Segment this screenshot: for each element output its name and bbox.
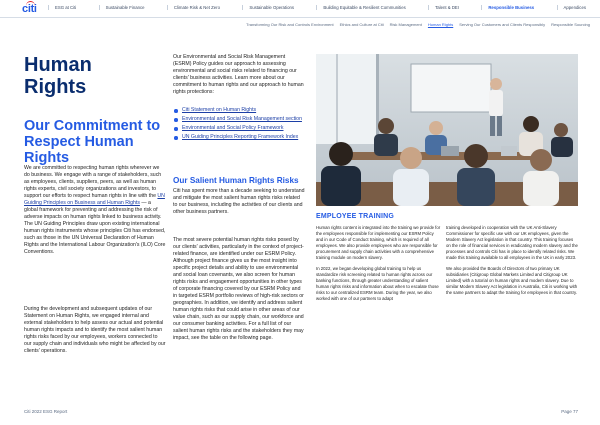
nav-item-appendices[interactable]: Appendices <box>557 5 588 10</box>
policy-framework-link[interactable]: Environmental and Social Policy Framework <box>182 125 284 131</box>
subnav-item-ethics-culture[interactable]: Ethics and Culture at Citi <box>339 22 384 27</box>
footer-page-number: Page 77 <box>561 409 578 414</box>
nav-item-sustainable-finance[interactable]: Sustainable Finance <box>99 5 147 10</box>
subnav-item-serving-customers[interactable]: Serving Our Customers and Clients Responsibly <box>459 22 546 27</box>
subnav-item-human-rights[interactable]: Human Rights <box>427 22 454 27</box>
salient-detail-paragraph: The most severe potential human rights risks posed by our clients' activities, particularly in the context of project-related finance, are identified under our ESRM Policy. Although project finance gives us the most insight into specific project details and ability to use environmental and social loan covenants, we also screen for human rights risks and engagement opportunities in other types of corporate financing covered by our ESRM Policy and in targeted ESRM portfolio reviews of high-risk sectors or geographies. In addition, we identify and address salient human rights risks that could arise in other areas of our value chain, such as our supply chain, our workforce and our consumer banking activities. For a full list of our salient human rights risks and the stakeholders they may impact, see the table on the following page. <box>173 237 304 341</box>
bullet-icon <box>174 127 178 131</box>
bullet-icon <box>174 136 178 140</box>
training-paragraph: training developed in cooperation with the UK Anti-Slavery Commissioner for specific use with our UK employees, given the Modern Slavery Act legislation in that country. This training focuses on the role of financial services in eradicating modern slavery and the processes and controls Citi has in place to identify related risks. We made this training available to all employees in the UK in early 2023. <box>446 225 578 260</box>
list-item <box>173 107 305 114</box>
logo-arc-icon <box>26 1 35 6</box>
classroom-illustration <box>316 54 578 206</box>
esrm-section-link[interactable]: Environmental and Social Risk Management section <box>182 116 302 122</box>
subnav-item-risk-management[interactable]: Risk Management <box>389 22 422 27</box>
nav-items <box>48 5 588 10</box>
nav-item-responsible-business[interactable]: Responsible Business <box>481 5 536 10</box>
ungp-index-link[interactable]: UN Guiding Principles Reporting Framework Index <box>182 134 299 140</box>
footer-report-name: Citi 2022 ESG Report <box>24 409 68 414</box>
statement-human-rights-link[interactable]: Citi Statement on Human Rights <box>182 107 257 113</box>
nav-item-communities[interactable]: Building Equitable & Resilient Communities <box>316 5 407 10</box>
nav-item-sustainable-operations[interactable]: Sustainable Operations <box>242 5 296 10</box>
nav-item-esg-at-citi[interactable]: ESG at Citi <box>48 5 78 10</box>
list-item <box>173 116 305 123</box>
citi-logo[interactable]: citi <box>22 3 37 15</box>
training-column-right <box>446 225 579 301</box>
training-paragraph: Human rights content is integrated into the training we provide for the employees responsible for implementing our ESRM Policy and in our Code of Conduct training, which is required of all employees. We also provide employees who are responsible for procurement and supply chain activities with a comprehensive training module on modern slavery. <box>316 225 441 260</box>
top-navigation <box>0 0 600 18</box>
subnav-item-responsible-sourcing[interactable]: Responsible Sourcing <box>551 22 590 27</box>
bullet-icon <box>174 118 178 122</box>
employee-training-heading: EMPLOYEE TRAINING <box>316 213 395 220</box>
stakeholder-paragraph: During the development and subsequent updates of our Statement on Human Rights, we engaged internal and external stakeholders to help assess our actual and potential human rights impacts and to identify the most salient human rights risks faced by our employees, workers connected to our supply chain and individuals who might be affected by our clients' operations. <box>24 306 166 354</box>
list-item <box>173 125 305 132</box>
nav-item-talent-dei[interactable]: Talent & DEI <box>428 5 461 10</box>
training-paragraph: We also provided the Boards of Directors of two primary UK subsidiaries (Citigroup Global Markets Limited and Citigroup UK Limited) with a tutorial on human rights and modern slavery. Due to similar Modern Slavery Act legislation in Australia, Citi is working with the same partners to adapt the training for employees in that country. <box>446 266 578 295</box>
list-item <box>173 134 305 141</box>
nav-item-climate-risk[interactable]: Climate Risk & Net Zero <box>167 5 222 10</box>
page-title: Human Rights <box>24 54 92 98</box>
resource-link-list <box>173 107 305 143</box>
sub-navigation <box>150 22 590 27</box>
salient-intro-paragraph: Citi has spent more than a decade seeking to understand and mitigate the most salient human rights risks related to our business, including the activities of our clients and other business partners. <box>173 188 305 215</box>
section-heading-commitment: Our Commitment to Respect Human Rights <box>24 118 161 166</box>
esrm-paragraph: Our Environmental and Social Risk Management (ESRM) Policy guides our approach to assessing environmental and social risks related to financing our clients' business activities. Learn more about our commitment to human rights and our approach to human rights protections: <box>173 54 304 95</box>
subnav-item-risk-controls[interactable]: Transforming Our Risk and Controls Environment <box>246 22 334 27</box>
commitment-paragraph: We are committed to respecting human rights wherever we do business. We engage with a range of stakeholders, such as employees, clients, suppliers, peers, as well as human rights experts, civil society organizations and investors, to support our efforts to respect human rights in line with the UN Guiding Principles on Business and Human Rights — a global framework for preventing and addressing the risk of adverse impacts on human rights linked to business activity. The UN Guiding Principles draw upon existing international human rights instruments whose principles Citi has endorsed, such as those in the UN Universal Declaration of Human Rights and the International Labour Organization's (ILO) Core Conventions. <box>24 165 166 255</box>
training-paragraph: In 2022, we began developing global training to help us standardize risk screening related to human rights across our banking functions, through greater understanding of salient human rights risks and information about when to escalate those risks to our centralized ESRM team. During the year, we also worked with one of our partners to adapt <box>316 266 439 301</box>
training-session-photo <box>316 54 578 206</box>
bullet-icon <box>174 109 178 113</box>
un-guiding-principles-link[interactable]: UN Guiding Principles on Business and Human Rights <box>24 193 165 206</box>
section-heading-salient-risks: Our Salient Human Rights Risks <box>173 176 299 185</box>
training-column-left <box>316 225 441 307</box>
